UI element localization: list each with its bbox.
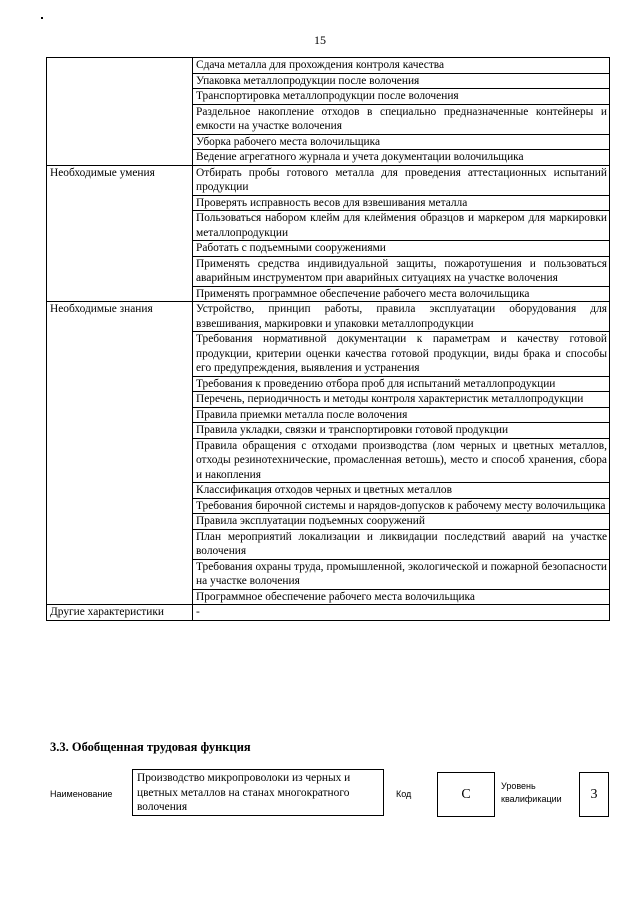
competency-table: [46, 57, 610, 621]
table-cell-item: Программное обеспечение рабочего места волочильщика: [193, 589, 610, 605]
table-cell-item: Раздельное накопление отходов в специально предназначенные контейнеры и емкости на участке волочения: [193, 104, 610, 134]
competency-table-body: [47, 58, 610, 621]
table-cell-item: Требования нормативной документации к параметрам и качеству готовой продукции, критерии оценки качества готовой продукции, виды брака и способы его предупреждения, выявления и устранения: [193, 332, 610, 377]
table-cell-item: Применять программное обеспечение рабочего места волочильщика: [193, 286, 610, 302]
table-cell-item: Перечень, периодичность и методы контроля характеристик металлопродукции: [193, 392, 610, 408]
table-row: [47, 165, 610, 195]
table-cell-item: Транспортировка металлопродукции после волочения: [193, 89, 610, 105]
table-cell-item: Требования охраны труда, промышленной, экологической и пожарной безопасности на участке волочения: [193, 559, 610, 589]
table-cell-item: -: [193, 605, 610, 621]
qualification-level-label: [501, 780, 562, 806]
table-cell-item: Отбирать пробы готового металла для проведения аттестационных испытаний продукции: [193, 165, 610, 195]
table-cell-item: Проверять исправность весов для взвешивания металла: [193, 195, 610, 211]
table-cell-item: Правила укладки, связки и транспортировки готовой продукции: [193, 423, 610, 439]
table-cell-item: Ведение агрегатного журнала и учета документации волочильщика: [193, 150, 610, 166]
table-cell-item: Применять средства индивидуальной защиты, пожаротушения и пользоваться аварийным инструментом при аварийных ситуациях на участке волочения: [193, 256, 610, 286]
group-label: Другие характеристики: [47, 605, 193, 621]
table-row: [47, 302, 610, 332]
table-cell-item: Устройство, принцип работы, правила эксплуатации оборудования для взвешивания, маркировки и упаковки металлопродукции: [193, 302, 610, 332]
table-cell-item: План мероприятий локализации и ликвидации последствий аварий на участке волочения: [193, 529, 610, 559]
qualification-level-value: 3: [579, 772, 609, 817]
function-name-value: Производство микропроволоки из черных и цветных металлов на станах многократного волочения: [132, 769, 384, 816]
table-cell-item: Правила эксплуатации подъемных сооружений: [193, 514, 610, 530]
function-code-label: Код: [396, 789, 412, 799]
table-cell-item: Правила обращения с отходами производства (лом черных и цветных металлов, отходы резинотехнические, промасленная ветошь), место и способ хранения, сбора и накопления: [193, 438, 610, 483]
qualification-level-label-line1: Уровень: [501, 781, 536, 791]
group-label: Необходимые знания: [47, 302, 193, 605]
function-code-value: C: [437, 772, 495, 817]
function-name-label: Наименование: [50, 789, 113, 799]
table-cell-item: Пользоваться набором клейм для клеймения образцов и маркером для маркировки металлопродукции: [193, 211, 610, 241]
group-label: [47, 58, 193, 166]
table-cell-item: Работать с подъемными сооружениями: [193, 241, 610, 257]
group-label: Необходимые умения: [47, 165, 193, 302]
qualification-level-label-line2: квалификации: [501, 794, 562, 804]
scan-mark: [41, 17, 43, 19]
table-row: [47, 605, 610, 621]
table-cell-item: Требования бирочной системы и нарядов-допусков к рабочему месту волочильщика: [193, 498, 610, 514]
page-number: 15: [314, 33, 326, 47]
table-row: [47, 58, 610, 74]
table-cell-item: Уборка рабочего места волочильщика: [193, 134, 610, 150]
table-cell-item: Требования к проведению отбора проб для испытаний металлопродукции: [193, 376, 610, 392]
table-cell-item: Упаковка металлопродукции после волочения: [193, 73, 610, 89]
table-cell-item: Классификация отходов черных и цветных металлов: [193, 483, 610, 499]
table-cell-item: Сдача металла для прохождения контроля качества: [193, 58, 610, 74]
section-title: 3.3. Обобщенная трудовая функция: [50, 740, 251, 754]
table-cell-item: Правила приемки металла после волочения: [193, 407, 610, 423]
